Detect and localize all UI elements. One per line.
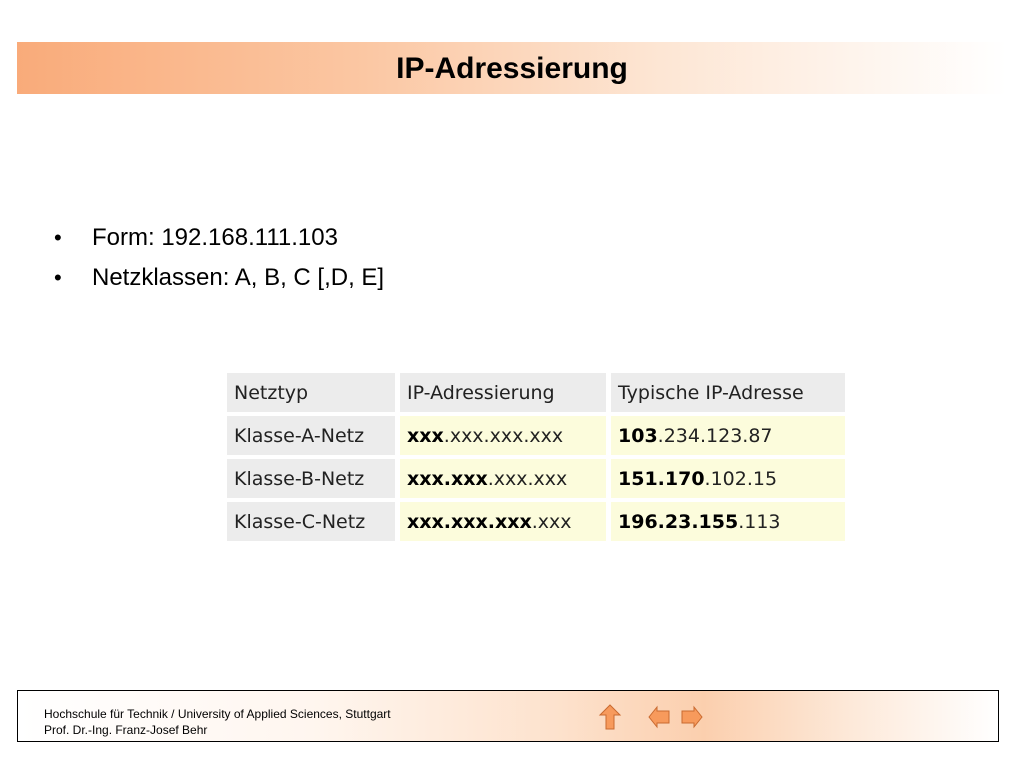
table-row [227,502,845,541]
bullet-marker: • [54,225,62,250]
host-part: .xxx.xxx [487,467,568,490]
ip-class-table [222,369,850,545]
bullet-list [52,220,384,300]
cell-net-type: Klasse-A-Netz [227,416,395,455]
footer-author: Prof. Dr.-Ing. Franz-Josef Behr [44,723,208,737]
table-row [227,459,845,498]
footer-text [44,706,391,738]
bullet-text: Form: 192.168.111.103 [92,224,338,251]
arrow-right-icon[interactable] [680,703,704,731]
cell-typical-ip [611,459,845,498]
bullet-item [52,220,384,260]
host-part: .xxx [531,510,572,533]
net-part: xxx [407,424,444,447]
cell-net-type: Klasse-B-Netz [227,459,395,498]
net-part: xxx.xxx.xxx [407,510,532,533]
host-part: .234.123.87 [657,424,773,447]
title-bar [17,42,1007,94]
arrow-left-icon[interactable] [647,703,671,731]
net-part: 196.23.155 [618,510,739,533]
cell-typical-ip [611,502,845,541]
host-part: .102.15 [704,467,778,490]
net-part: 103 [618,424,658,447]
bullet-text: Netzklassen: A, B, C [,D, E] [92,264,385,291]
net-part: xxx.xxx [407,467,488,490]
host-part: .xxx.xxx.xxx [443,424,564,447]
bullet-marker: • [54,265,62,290]
cell-net-type: Klasse-C-Netz [227,502,395,541]
cell-addressing [400,459,606,498]
footer-bar [17,690,999,742]
host-part: .113 [738,510,781,533]
header-typische-ip: Typische IP-Adresse [611,373,845,412]
table-header-row [227,373,845,412]
table-row [227,416,845,455]
bullet-item [52,260,384,300]
cell-addressing [400,416,606,455]
header-ip-adressierung: IP-Adressierung [400,373,606,412]
cell-addressing [400,502,606,541]
arrow-up-icon[interactable] [598,703,622,731]
cell-typical-ip [611,416,845,455]
footer-institution: Hochschule für Technik / University of Applied Sciences, Stuttgart [44,707,391,721]
slide-title: IP-Adressierung [396,52,628,85]
header-netztyp: Netztyp [227,373,395,412]
net-part: 151.170 [618,467,705,490]
